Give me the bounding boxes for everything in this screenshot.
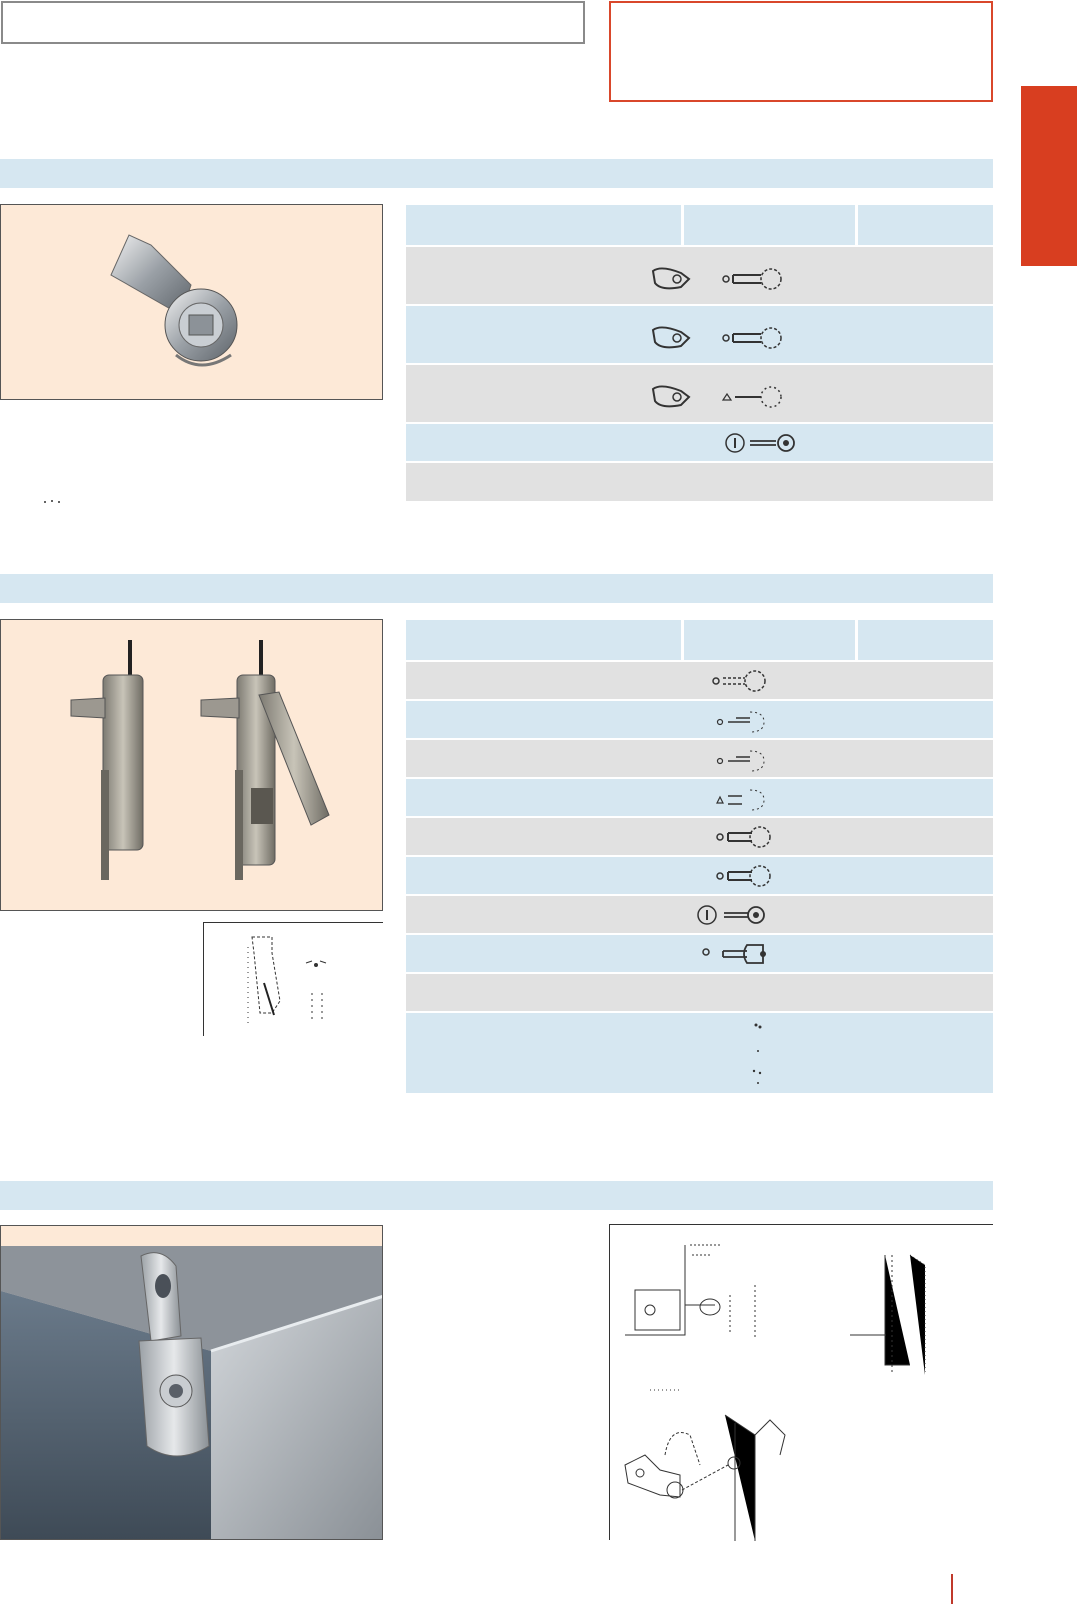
page-footer-marker (951, 1574, 953, 1604)
header-cell (684, 205, 855, 245)
table-header (406, 620, 993, 660)
table-row (406, 818, 993, 855)
table-row (406, 896, 993, 933)
swing-handle-photo (1, 620, 383, 911)
info-box (609, 1, 993, 102)
double-bit-key-icon (696, 903, 776, 927)
double-bit-key-icon (724, 432, 804, 454)
key-icon (721, 324, 791, 352)
key-icon (721, 265, 791, 293)
cylinder-key-icon (716, 862, 776, 890)
table-row (406, 740, 993, 777)
small-mark (42, 493, 72, 501)
section-header-3 (0, 1181, 993, 1210)
header-cell (858, 620, 993, 660)
page-title-box (1, 1, 585, 44)
key-icon (711, 667, 781, 695)
square-key-icon (716, 745, 776, 773)
table-row (406, 424, 993, 461)
section-header-2 (0, 574, 993, 603)
product-photo-cam-lock (0, 204, 383, 400)
table-row (406, 1013, 993, 1093)
table-row (406, 463, 993, 501)
technical-drawing-handle (203, 922, 383, 1036)
table-row (406, 857, 993, 894)
table-row (406, 247, 993, 304)
table-section-2 (406, 620, 993, 1100)
table-row (406, 779, 993, 816)
small-symbol-stack (746, 1019, 776, 1089)
table-row (406, 701, 993, 738)
triangle-key-icon (721, 383, 791, 411)
padlock-bracket-photo (1, 1226, 383, 1540)
table-header (406, 205, 993, 245)
table-row (406, 365, 993, 422)
triangle-key-icon (716, 784, 776, 812)
section-header-1 (0, 159, 993, 188)
product-photo-swing-handle (0, 619, 383, 911)
square-key-icon (716, 706, 776, 734)
chapter-tab[interactable] (1021, 86, 1077, 266)
table-row (406, 306, 993, 363)
screwdriver-key-icon (701, 941, 791, 967)
table-row (406, 974, 993, 1011)
table-row (406, 935, 993, 972)
cylinder-key-icon (716, 823, 776, 851)
cam-lock-photo (1, 205, 383, 400)
header-cell (406, 620, 681, 660)
table-row (406, 662, 993, 699)
header-cell (858, 205, 993, 245)
table-section-1 (406, 205, 993, 505)
product-photo-padlock-bracket (0, 1225, 383, 1540)
header-cell (684, 620, 855, 660)
header-cell (406, 205, 681, 245)
technical-drawing-bracket (609, 1224, 993, 1540)
